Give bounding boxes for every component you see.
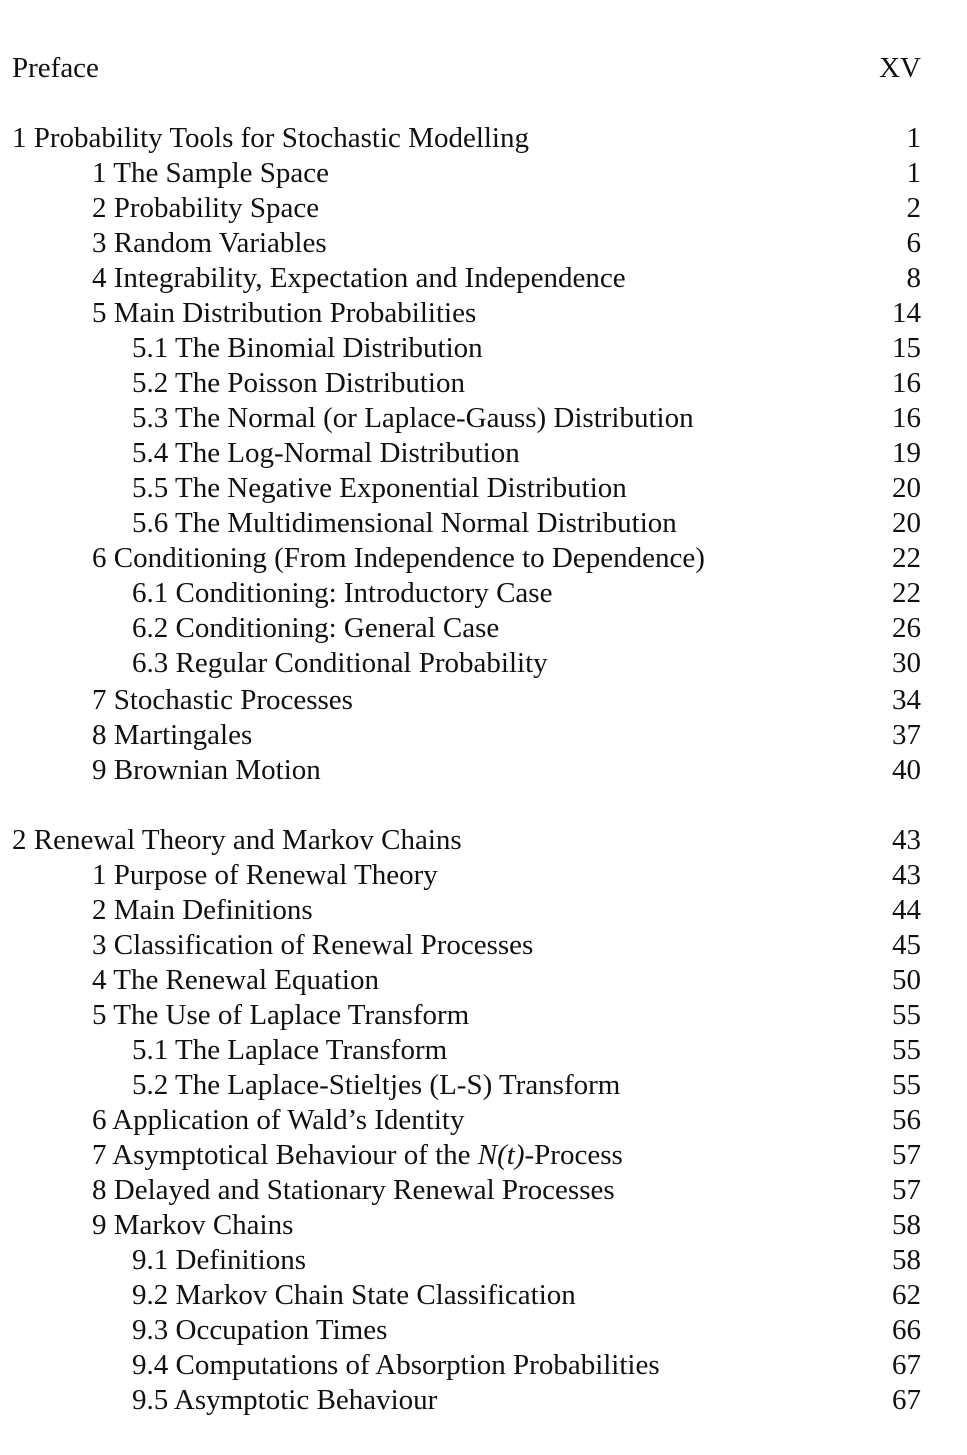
toc-entry [0,717,967,753]
toc-entry-title: Preface [12,52,99,84]
toc-entry-title: 5 The Use of Laplace Transform [92,999,470,1031]
toc-entry-title: 2 Probability Space [92,192,320,224]
toc-entry-title: 2 Renewal Theory and Markov Chains [12,824,462,856]
toc-entry [0,645,967,681]
toc-entry-page: 66 [892,1314,921,1346]
toc-entry [0,505,967,541]
toc-entry [0,1032,967,1068]
toc-entry-page: 40 [892,754,921,786]
toc-entry-page: 34 [892,684,921,716]
toc-entry-page: 30 [892,647,921,679]
toc-entry-title: 6.3 Regular Conditional Probability [132,647,548,679]
toc-entry [0,1382,967,1418]
toc-entry-page: 57 [892,1139,921,1171]
toc-entry-page: 44 [892,894,921,926]
toc-entry [0,400,967,436]
toc-entry [0,1067,967,1103]
toc-entry-title: 5.1 The Laplace Transform [132,1034,448,1066]
toc-entry-title: 2 Main Definitions [92,894,313,926]
toc-entry-page: 43 [892,859,921,891]
toc-entry-title: 3 Classification of Renewal Processes [92,929,534,961]
toc-entry-page: 62 [892,1279,921,1311]
toc-entry [0,435,967,471]
toc-entry-title: 9.2 Markov Chain State Classification [132,1279,576,1311]
toc-entry-page: 55 [892,1034,921,1066]
toc-entry-page: 58 [892,1209,921,1241]
toc-entry-page: 45 [892,929,921,961]
toc-entry [0,540,967,576]
toc-entry-title: 1 The Sample Space [92,157,330,189]
toc-entry-title: 6 Application of Wald’s Identity [92,1104,465,1136]
toc-entry-title: 4 The Renewal Equation [92,964,379,996]
toc-entry-title: 9.3 Occupation Times [132,1314,388,1346]
toc-entry-title: 5.6 The Multidimensional Normal Distribution [132,507,677,539]
toc-entry-title: 9.1 Definitions [132,1244,306,1276]
toc-entry-title: 8 Delayed and Stationary Renewal Processes [92,1174,615,1206]
toc-entry [0,682,967,718]
toc-entry-title: 5.1 The Binomial Distribution [132,332,483,364]
toc-entry [0,752,967,788]
toc-entry [0,1347,967,1383]
toc-entry-page: 67 [892,1349,921,1381]
toc-entry [0,260,967,296]
toc-entry [0,50,967,86]
toc-entry-page: 56 [892,1104,921,1136]
toc-entry [0,155,967,191]
toc-entry-page: 50 [892,964,921,996]
toc-entry-title: 5.3 The Normal (or Laplace-Gauss) Distribution [132,402,694,434]
toc-entry-title: 5.2 The Laplace-Stieltjes (L-S) Transform [132,1069,621,1101]
toc-entry-title: 6.2 Conditioning: General Case [132,612,500,644]
toc-entry-page: 20 [892,472,921,504]
toc-entry [0,1242,967,1278]
toc-entry-title: 9.5 Asymptotic Behaviour [132,1384,438,1416]
toc-entry-title: 5.5 The Negative Exponential Distribution [132,472,627,504]
toc-entry-title: 5.2 The Poisson Distribution [132,367,465,399]
toc-entry-title: 7 Stochastic Processes [92,684,353,716]
toc-entry [0,610,967,646]
toc-entry-title: 9 Brownian Motion [92,754,321,786]
toc-entry-title: 6.1 Conditioning: Introductory Case [132,577,553,609]
toc-entry-title: 4 Integrability, Expectation and Independence [92,262,626,294]
toc-entry [0,892,967,928]
toc-entry-title: 8 Martingales [92,719,253,751]
toc-entry-title: 1 Probability Tools for Stochastic Modelling [12,122,529,154]
toc-entry [0,365,967,401]
toc-entry [0,1277,967,1313]
toc-entry [0,857,967,893]
toc-entry [0,1207,967,1243]
toc-entry-page: 6 [906,227,921,259]
toc-entry-page: 8 [906,262,921,294]
toc-entry-page: 26 [892,612,921,644]
toc-entry [0,190,967,226]
toc-entry [0,962,967,998]
toc-entry-title: 5.4 The Log-Normal Distribution [132,437,520,469]
toc-entry [0,575,967,611]
toc-entry-page: 55 [892,1069,921,1101]
toc-entry-page: 67 [892,1384,921,1416]
toc-entry-title: 1 Purpose of Renewal Theory [92,859,438,891]
toc-entry [0,1172,967,1208]
toc-entry [0,225,967,261]
toc-entry-page: 22 [892,542,921,574]
toc-entry [0,470,967,506]
toc-entry-page: 58 [892,1244,921,1276]
toc-entry [0,927,967,963]
toc-entry-page: 55 [892,999,921,1031]
toc-entry-page: 14 [892,297,921,329]
toc-entry-page: 16 [892,367,921,399]
toc-entry-page: 2 [906,192,921,224]
toc-entry-title: 6 Conditioning (From Independence to Dependence) [92,542,705,574]
toc-entry [0,1312,967,1348]
toc-entry [0,330,967,366]
toc-entry-title: 9.4 Computations of Absorption Probabilities [132,1349,660,1381]
toc-entry-page: 22 [892,577,921,609]
toc-entry-title: 9 Markov Chains [92,1209,294,1241]
toc-entry-page: 16 [892,402,921,434]
toc-entry-page: 57 [892,1174,921,1206]
toc-entry [0,822,967,858]
toc-entry-page: 19 [892,437,921,469]
toc-entry-page: 1 [906,157,921,189]
toc-entry-page: 1 [906,122,921,154]
toc-entry-title: 7 Asymptotical Behaviour of the N(t)-Process [92,1139,623,1171]
toc-entry [0,997,967,1033]
toc-entry [0,120,967,156]
toc-entry-title: 5 Main Distribution Probabilities [92,297,477,329]
toc-entry-page: 37 [892,719,921,751]
toc-entry [0,1102,967,1138]
toc-entry-page: 20 [892,507,921,539]
toc-entry-title: 3 Random Variables [92,227,327,259]
toc-entry-page: XV [879,52,921,84]
toc-entry [0,295,967,331]
toc-entry [0,1137,967,1173]
toc-entry-page: 15 [892,332,921,364]
toc-entry-page: 43 [892,824,921,856]
